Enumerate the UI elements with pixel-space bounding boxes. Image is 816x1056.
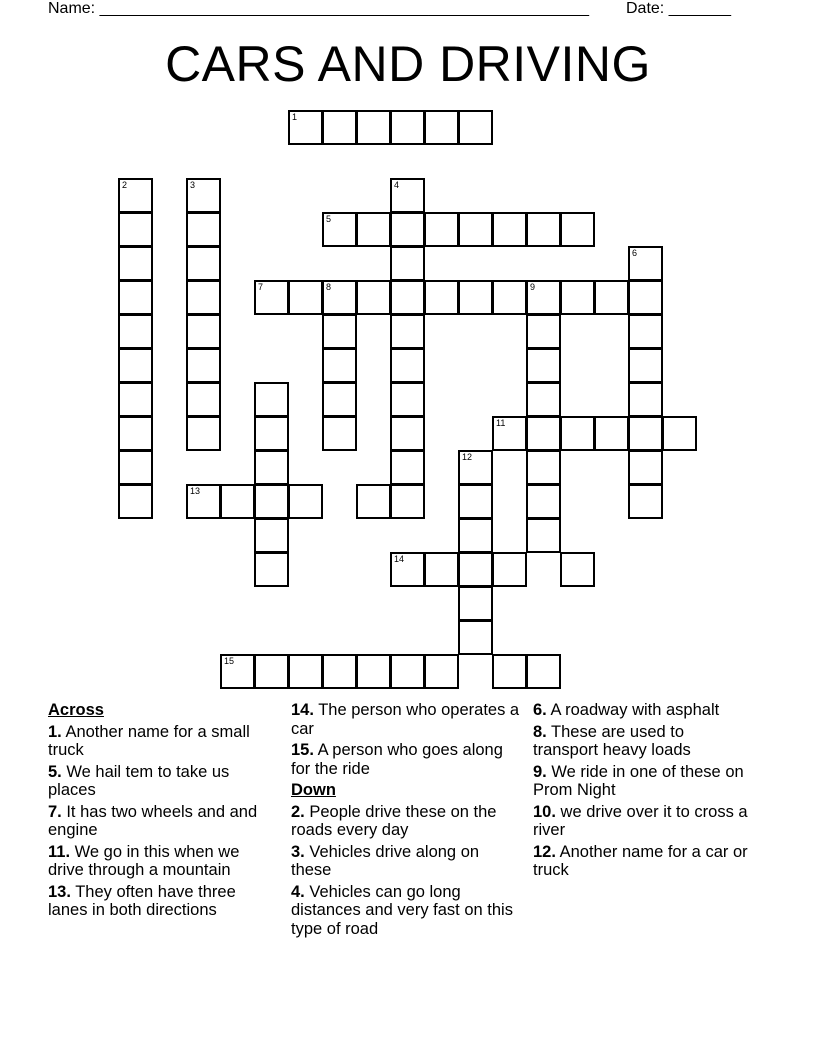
crossword-cell[interactable] [322, 314, 357, 349]
crossword-cell[interactable] [186, 280, 221, 315]
crossword-cell[interactable] [458, 620, 493, 655]
crossword-cell[interactable] [390, 246, 425, 281]
crossword-cell[interactable] [594, 416, 629, 451]
crossword-cell[interactable] [526, 518, 561, 553]
clue-number: 9 [530, 282, 536, 292]
clue-item [48, 803, 273, 840]
clue-item-text: People drive these on the roads every day [291, 802, 497, 839]
clue-item [48, 723, 273, 760]
crossword-cell[interactable] [458, 586, 493, 621]
crossword-cell[interactable] [254, 450, 289, 485]
date-field-label: Date: _______ [626, 0, 731, 17]
clue-column-3 [533, 701, 748, 883]
clue-item-number: 10. [533, 802, 556, 821]
crossword-cell[interactable] [560, 212, 595, 247]
crossword-cell[interactable] [118, 382, 153, 417]
crossword-cell[interactable] [288, 484, 323, 519]
crossword-cell[interactable] [356, 280, 391, 315]
crossword-cell[interactable] [186, 212, 221, 247]
crossword-cell[interactable] [118, 178, 153, 213]
clue-number: 4 [394, 180, 400, 190]
clue-item-number: 7. [48, 802, 62, 821]
clue-item-text: It has two wheels and and engine [48, 802, 258, 839]
crossword-cell[interactable] [526, 484, 561, 519]
clue-number: 5 [326, 214, 332, 224]
crossword-cell[interactable] [390, 450, 425, 485]
crossword-cell[interactable] [390, 484, 425, 519]
clue-number: 8 [326, 282, 332, 292]
clue-number: 13 [190, 486, 201, 496]
clue-item-text: Another name for a car or truck [533, 842, 748, 879]
clue-number: 14 [394, 554, 405, 564]
crossword-cell[interactable] [118, 416, 153, 451]
clue-number: 12 [462, 452, 473, 462]
crossword-cell[interactable] [322, 382, 357, 417]
clue-item-number: 8. [533, 722, 547, 741]
clue-item-number: 4. [291, 882, 305, 901]
clue-item-number: 15. [291, 741, 314, 759]
clue-number: 2 [122, 180, 128, 190]
crossword-cell[interactable] [322, 110, 357, 145]
crossword-cell[interactable] [526, 212, 561, 247]
clue-item-text: We go in this when we drive through a mountain [48, 842, 240, 879]
crossword-cell[interactable] [492, 416, 527, 451]
crossword-cell[interactable] [458, 484, 493, 519]
crossword-cell[interactable] [390, 212, 425, 247]
crossword-cell[interactable] [526, 450, 561, 485]
crossword-cell[interactable] [628, 416, 663, 451]
clue-column-2 [291, 701, 521, 941]
crossword-cell[interactable] [186, 416, 221, 451]
crossword-cell[interactable] [390, 110, 425, 145]
clue-item-text: The person who operates a car [291, 701, 520, 738]
crossword-cell[interactable] [118, 484, 153, 519]
clue-item-number: 11. [48, 842, 71, 861]
crossword-cell[interactable] [458, 450, 493, 485]
crossword-cell[interactable] [594, 280, 629, 315]
clue-item [291, 701, 521, 738]
crossword-cell[interactable] [458, 110, 493, 145]
crossword-cell[interactable] [458, 280, 493, 315]
crossword-cell[interactable] [118, 212, 153, 247]
clue-item [533, 723, 748, 760]
crossword-cell[interactable] [628, 382, 663, 417]
clue-item-number: 13. [48, 882, 71, 901]
crossword-cell[interactable] [254, 484, 289, 519]
name-field-label: Name: _______________________________________________________ [48, 0, 589, 17]
crossword-cell[interactable] [254, 552, 289, 587]
crossword-cell[interactable] [186, 246, 221, 281]
clue-item [291, 803, 521, 840]
down-clue-list-continued [533, 701, 748, 880]
crossword-cell[interactable] [628, 484, 663, 519]
crossword-cell[interactable] [424, 280, 459, 315]
crossword-cell[interactable] [118, 314, 153, 349]
clue-item [291, 883, 521, 939]
clue-item-text: Vehicles can go long distances and very fast on this type of road [291, 882, 513, 938]
crossword-cell[interactable] [662, 416, 697, 451]
clue-number: 3 [190, 180, 196, 190]
crossword-cell[interactable] [322, 280, 357, 315]
crossword-cell[interactable] [492, 654, 527, 689]
crossword-cell[interactable] [288, 110, 323, 145]
crossword-cell[interactable] [254, 416, 289, 451]
crossword-cell[interactable] [560, 416, 595, 451]
crossword-cell[interactable] [390, 382, 425, 417]
clue-item-number: 2. [291, 802, 305, 821]
crossword-cell[interactable] [356, 212, 391, 247]
across-clue-list-continued [291, 701, 521, 778]
clue-number: 11 [496, 418, 506, 428]
crossword-cell[interactable] [390, 178, 425, 213]
crossword-cell[interactable] [322, 348, 357, 383]
clue-item-text: We hail tem to take us places [48, 762, 230, 799]
crossword-cell[interactable] [424, 552, 459, 587]
crossword-cell[interactable] [390, 348, 425, 383]
clue-item [48, 883, 273, 920]
crossword-cell[interactable] [492, 212, 527, 247]
crossword-cell[interactable] [424, 654, 459, 689]
clue-item [48, 843, 273, 880]
clue-item [291, 843, 521, 880]
crossword-cell[interactable] [186, 484, 221, 519]
crossword-cell[interactable] [628, 348, 663, 383]
clue-item-text: A person who goes along for the ride [291, 741, 503, 778]
clue-item-text: We ride in one of these on Prom Night [533, 762, 744, 799]
crossword-cell[interactable] [458, 518, 493, 553]
across-heading: Across [48, 701, 104, 719]
clue-number: 15 [224, 656, 235, 666]
crossword-cell[interactable] [288, 654, 323, 689]
clue-item-text: They often have three lanes in both directions [48, 882, 236, 919]
crossword-cell[interactable] [186, 314, 221, 349]
crossword-cell[interactable] [560, 552, 595, 587]
down-clue-list [291, 803, 521, 939]
clue-item [533, 843, 748, 880]
clue-item-number: 9. [533, 762, 547, 781]
clue-item-number: 1. [48, 722, 62, 741]
clue-item-number: 12. [533, 842, 556, 861]
crossword-cell[interactable] [458, 552, 493, 587]
crossword-cell[interactable] [356, 484, 391, 519]
crossword-cell[interactable] [458, 212, 493, 247]
clue-item [291, 741, 521, 778]
clue-item [533, 763, 748, 800]
crossword-cell[interactable] [254, 280, 289, 315]
crossword-cell[interactable] [492, 552, 527, 587]
page-title: CARS AND DRIVING [165, 36, 651, 92]
crossword-cell[interactable] [322, 654, 357, 689]
crossword-cell[interactable] [322, 416, 357, 451]
crossword-cell[interactable] [526, 382, 561, 417]
crossword-cell[interactable] [220, 654, 255, 689]
crossword-cell[interactable] [424, 110, 459, 145]
clue-number: 6 [632, 248, 638, 258]
crossword-cell[interactable] [186, 382, 221, 417]
clue-item-number: 3. [291, 842, 305, 861]
across-clue-list [48, 723, 273, 920]
crossword-cell[interactable] [526, 416, 561, 451]
clue-item [533, 701, 748, 720]
crossword-cell[interactable] [186, 178, 221, 213]
clue-item-number: 14. [291, 701, 314, 719]
crossword-cell[interactable] [628, 246, 663, 281]
crossword-cell[interactable] [526, 348, 561, 383]
crossword-cell[interactable] [390, 314, 425, 349]
clue-item-number: 6. [533, 701, 547, 719]
crossword-cell[interactable] [118, 280, 153, 315]
clue-item-text: we drive over it to cross a river [533, 802, 748, 839]
clue-number: 7 [258, 282, 264, 292]
clue-item-text: Vehicles drive along on these [291, 842, 480, 879]
crossword-cell[interactable] [526, 280, 561, 315]
clue-number: 1 [292, 112, 298, 122]
clue-column-1 [48, 701, 273, 923]
crossword-cell[interactable] [424, 212, 459, 247]
crossword-cell[interactable] [288, 280, 323, 315]
crossword-cell[interactable] [390, 280, 425, 315]
crossword-cell[interactable] [628, 314, 663, 349]
crossword-cell[interactable] [356, 654, 391, 689]
down-heading: Down [291, 781, 336, 799]
clue-item-number: 5. [48, 762, 62, 781]
clue-item-text: A roadway with asphalt [546, 701, 720, 719]
crossword-cell[interactable] [186, 348, 221, 383]
crossword-cell[interactable] [118, 348, 153, 383]
crossword-cell[interactable] [390, 654, 425, 689]
crossword-cell[interactable] [356, 110, 391, 145]
crossword-cell[interactable] [560, 280, 595, 315]
crossword-cell[interactable] [390, 416, 425, 451]
crossword-cell[interactable] [254, 654, 289, 689]
crossword-cell[interactable] [628, 280, 663, 315]
crossword-cell[interactable] [118, 246, 153, 281]
clue-item-text: Another name for a small truck [48, 722, 250, 759]
crossword-cell[interactable] [254, 382, 289, 417]
clue-item [533, 803, 748, 840]
crossword-cell[interactable] [526, 654, 561, 689]
crossword-cell[interactable] [220, 484, 255, 519]
crossword-cell[interactable] [526, 314, 561, 349]
clue-item [48, 763, 273, 800]
crossword-cell[interactable] [492, 280, 527, 315]
crossword-cell[interactable] [118, 450, 153, 485]
crossword-cell[interactable] [322, 212, 357, 247]
crossword-cell[interactable] [390, 552, 425, 587]
clue-item-text: These are used to transport heavy loads [533, 722, 691, 759]
crossword-cell[interactable] [628, 450, 663, 485]
crossword-cell[interactable] [254, 518, 289, 553]
